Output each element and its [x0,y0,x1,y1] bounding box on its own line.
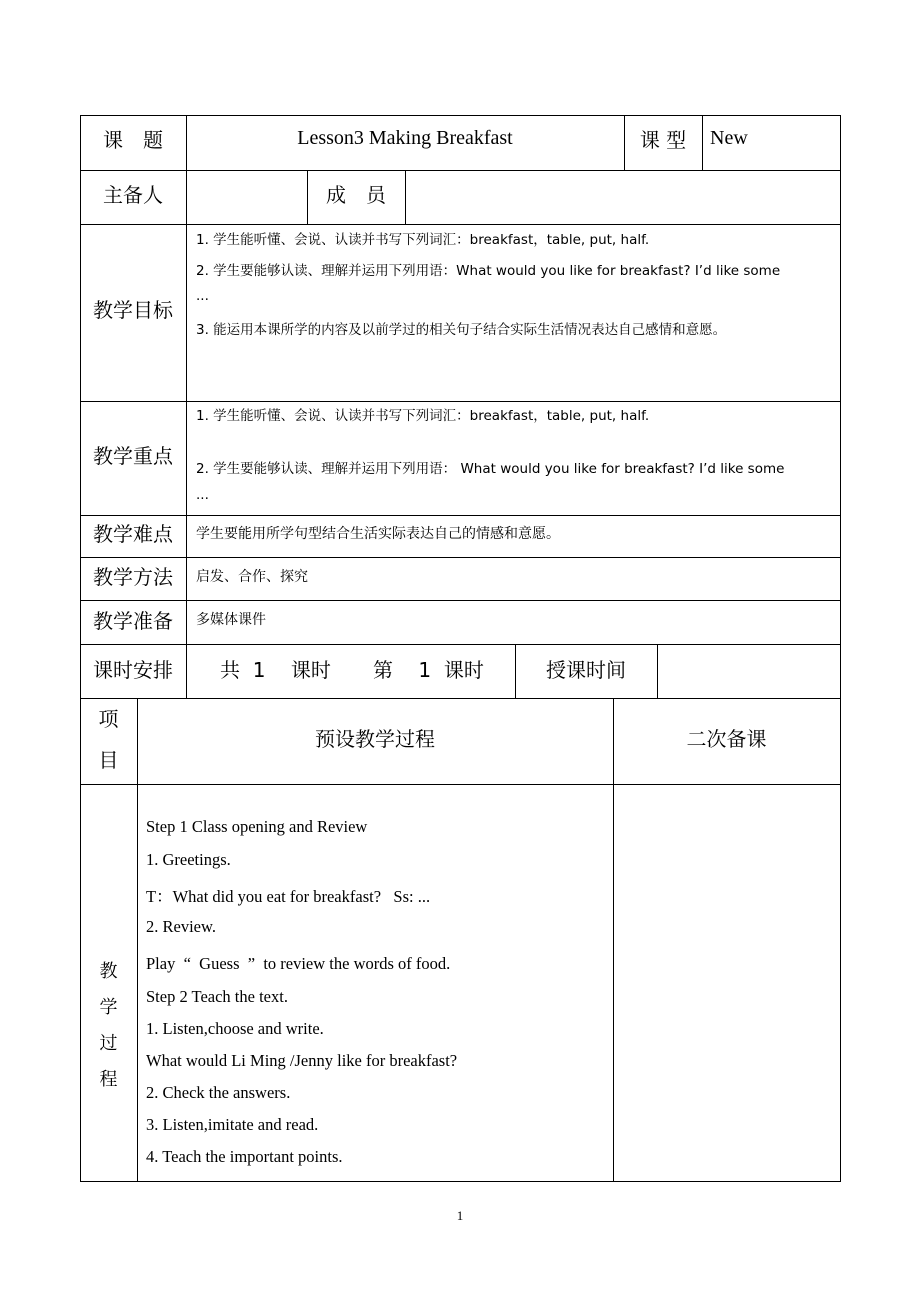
process-line: 1. Listen,choose and write. [146,1019,324,1038]
row-divider [80,515,841,516]
objectives-label: 教学目标 [93,298,173,322]
lesson-title: Lesson3 Making Breakfast [297,127,513,149]
process-side-char: 学 [99,997,118,1018]
prep-label: 教学准备 [93,609,173,633]
process-line: What would Li Ming /Jenny like for breakfast? [146,1051,458,1070]
table-border-right [840,115,841,1182]
item-label-bottom: 目 [98,748,119,772]
schedule-total: 共 1 课时 [220,658,331,682]
table-border-bottom [80,1181,841,1182]
key-point-item: ... [196,487,209,503]
key-point-item: 2. 学生要能够认读、理解并运用下列用语： What would you like for breakfast? I’d like some [196,461,785,477]
teaching-time-label: 授课时间 [546,658,626,682]
column-divider [405,170,406,225]
objective-item: ... [196,288,209,304]
row-divider [80,557,841,558]
process-line: Step 1 Class opening and Review [146,817,368,836]
column-divider [137,698,138,1182]
process-line: 2. Check the answers. [146,1083,291,1102]
key-points-label: 教学重点 [93,444,173,468]
topic-label: 课 题 [103,128,163,152]
objective-item: 2. 学生要能够认读、理解并运用下列用语：What would you like for breakfast? I’d like some [196,263,781,279]
key-point-item: 1. 学生能听懂、会说、认读并书写下列词汇：breakfast，table, put, half. [196,408,650,424]
difficulty-label: 教学难点 [93,522,173,546]
schedule-nth: 第 1 课时 [373,658,484,682]
members-label: 成 员 [326,183,386,207]
process-side-char: 程 [99,1069,118,1090]
column-divider [657,644,658,699]
column-divider [702,115,703,171]
row-divider [80,401,841,402]
type-value: New [710,127,748,149]
process-line: Step 2 Teach the text. [146,987,288,1006]
type-label: 课 型 [639,128,687,152]
row-divider [80,698,841,699]
column-divider [613,698,614,1182]
schedule-label: 课时安排 [93,658,173,682]
row-divider [80,644,841,645]
preparer-label: 主备人 [103,183,163,207]
method-label: 教学方法 [93,565,173,589]
process-line: 3. Listen,imitate and read. [146,1115,319,1134]
process-line: 4. Teach the important points. [146,1147,343,1166]
objective-item: 3. 能运用本课所学的内容及以前学过的相关句子结合实际生活情况表达自己感情和意愿。 [196,322,727,338]
row-divider [80,600,841,601]
table-border-left [80,115,81,1182]
row-divider [80,224,841,225]
process-side-char: 过 [99,1033,118,1054]
difficulty-value: 学生要能用所学句型结合生活实际表达自己的情感和意愿。 [196,526,560,542]
row-divider [80,170,841,171]
process-side-char: 教 [99,961,118,982]
objective-item: 1. 学生能听懂、会说、认读并书写下列词汇：breakfast，table, put, half. [196,232,650,248]
method-value: 启发、合作、探究 [196,569,308,585]
process-line: 1. Greetings. [146,850,231,869]
row-divider [80,784,841,785]
process-line: Play “ Guess ” to review the words of food. [146,954,451,973]
item-label-top: 项 [98,707,119,731]
process-line: T：What did you eat for breakfast? Ss: ... [146,887,431,906]
preset-process-header: 预设教学过程 [315,727,435,751]
second-prep-header: 二次备课 [686,727,767,751]
page-number: 1 [456,1208,464,1223]
prep-value: 多媒体课件 [196,612,266,628]
table-border-top [80,115,841,116]
column-divider [186,115,187,699]
process-line: 2. Review. [146,917,216,936]
